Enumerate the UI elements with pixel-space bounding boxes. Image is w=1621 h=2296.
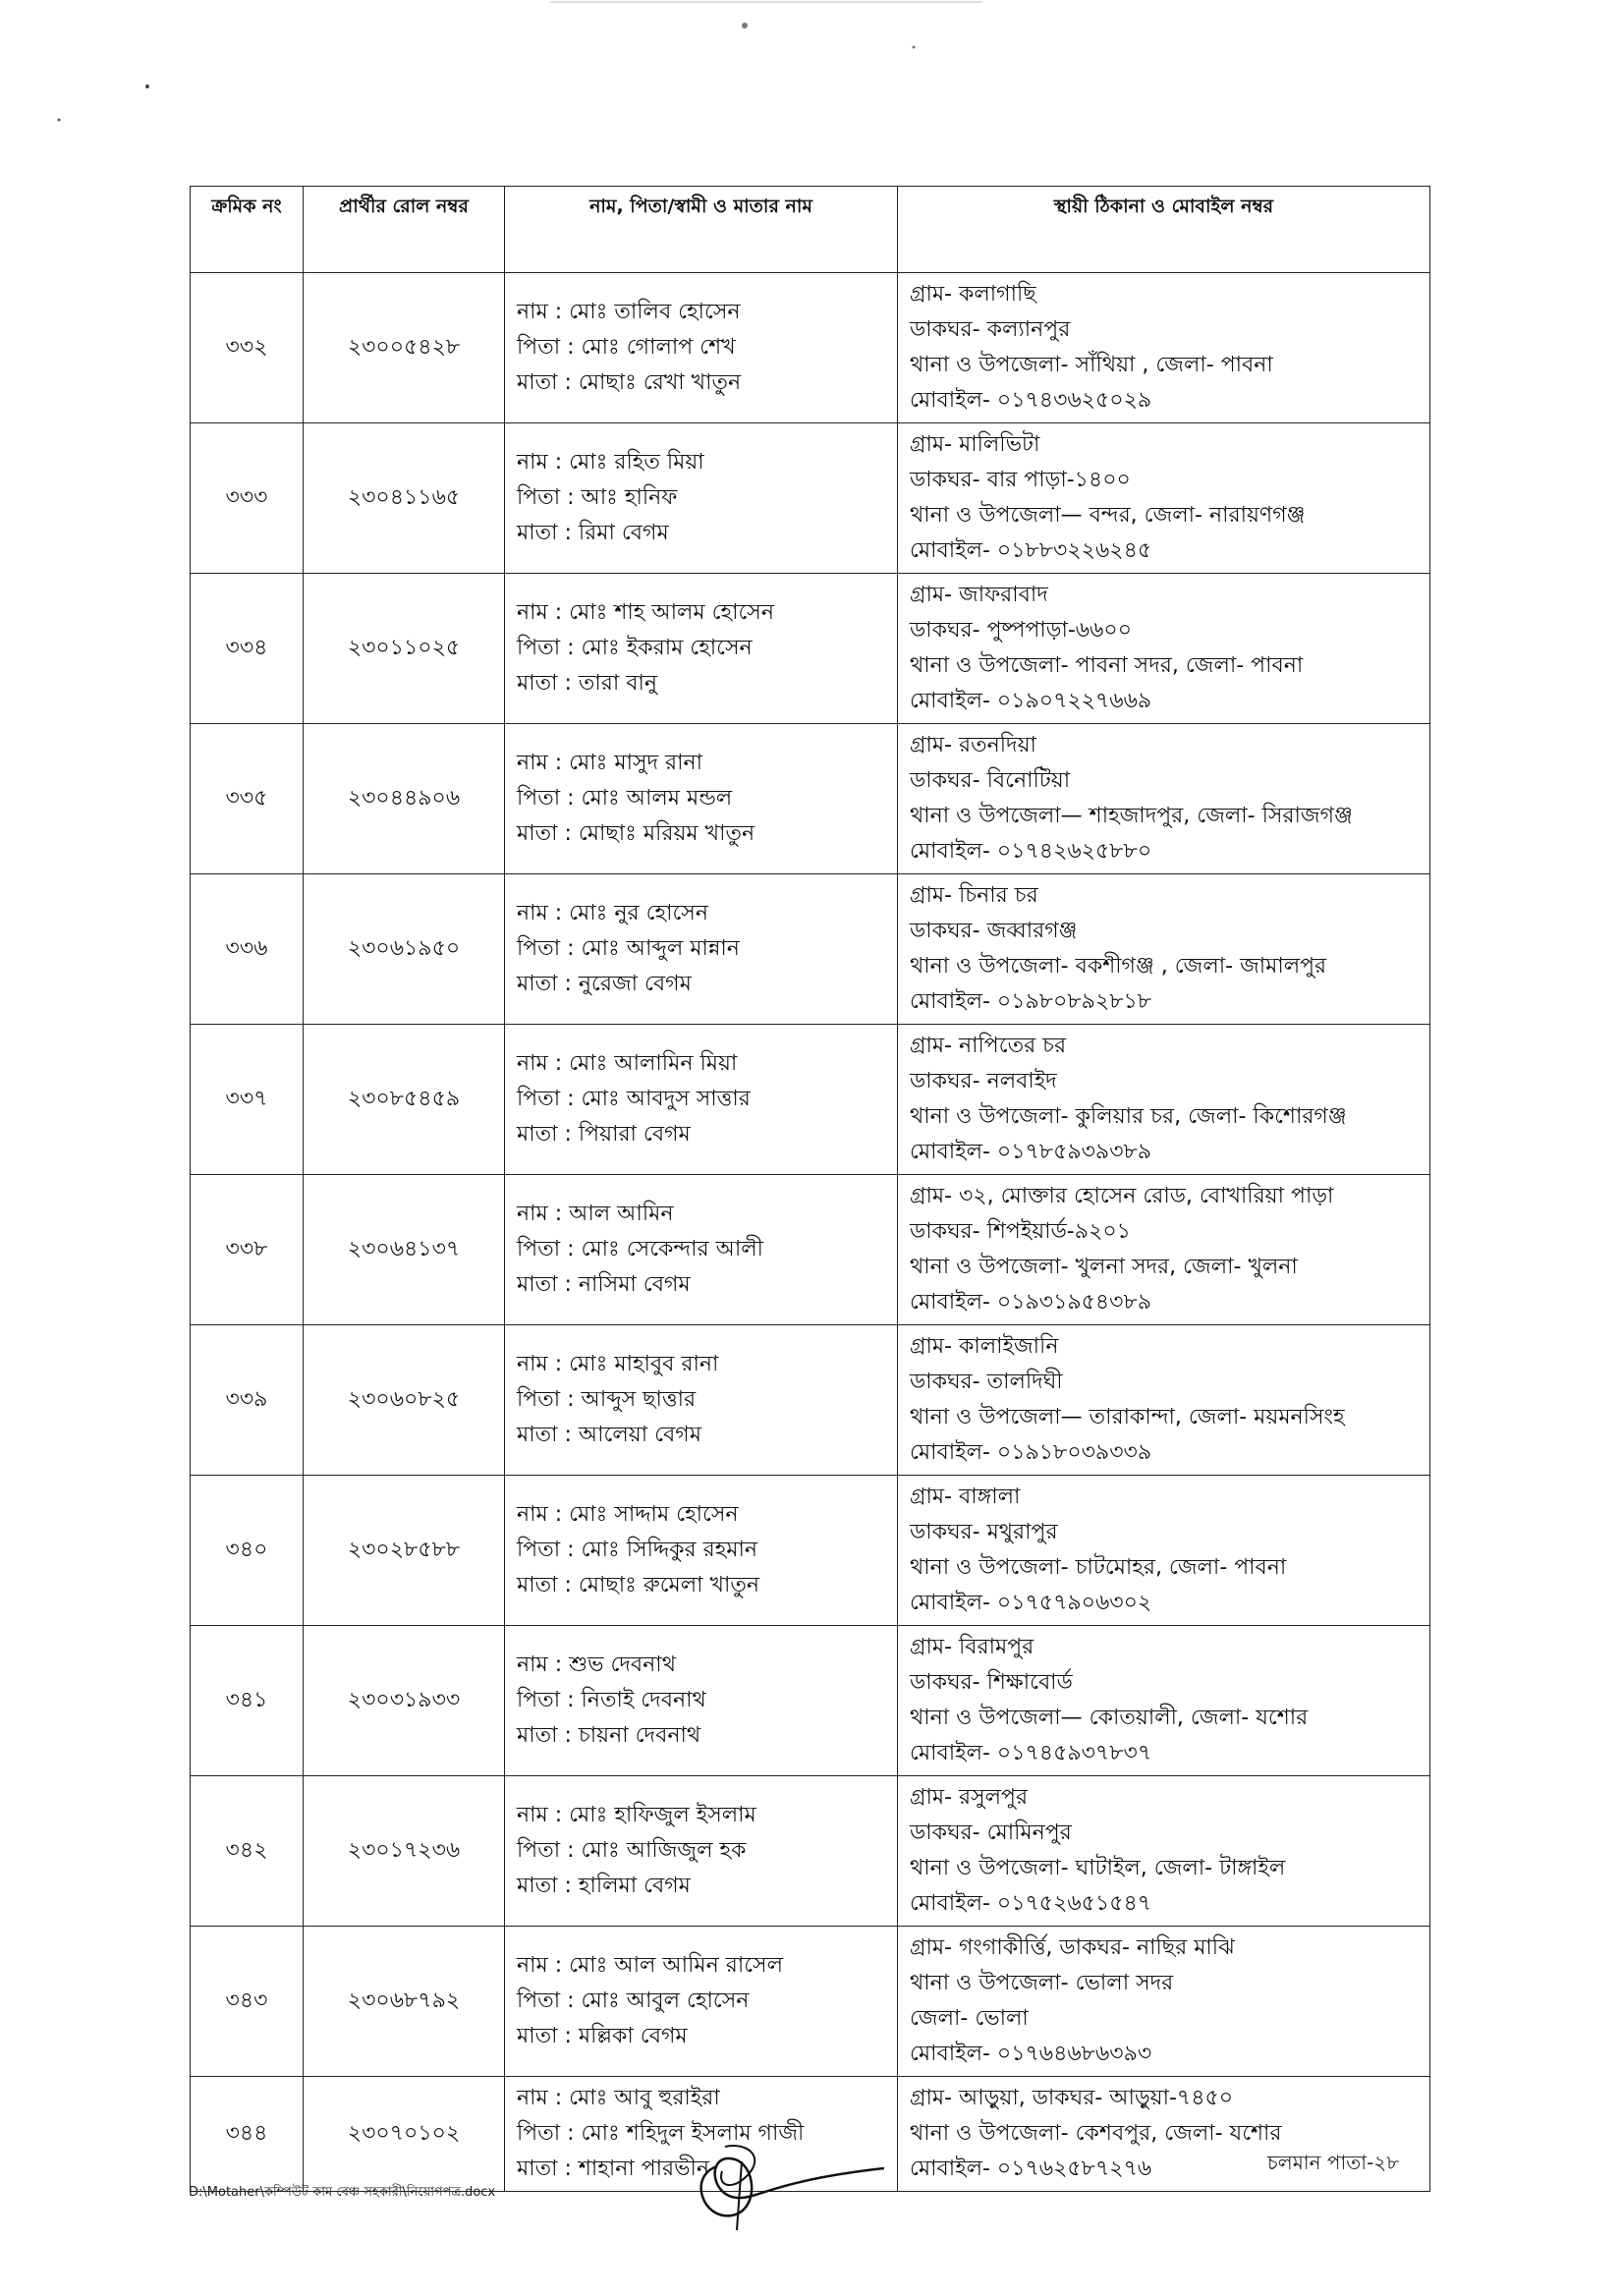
table-row	[191, 1626, 1430, 1776]
cell-name	[505, 1325, 898, 1476]
cell-name	[505, 1175, 898, 1325]
name-line: নাম : মোঃ আলামিন মিয়া	[517, 1051, 738, 1076]
name-line: পিতা : মোঃ আবদুস সাত্তার	[517, 1087, 751, 1111]
cell-address	[898, 1626, 1430, 1776]
address-line: থানা ও উপজেলা- কেশবপুর, জেলা- যশোর	[910, 2121, 1282, 2146]
address-line: গ্রাম- মালিভিটা	[910, 432, 1040, 457]
address-line: ডাকঘর- পুষ্পপাড়া-৬৬০০	[910, 618, 1133, 643]
cell-roll: ২৩০২৮৫৮৮	[304, 1476, 505, 1626]
table-row	[191, 574, 1430, 724]
cell-roll: ২৩০১১০২৫	[304, 574, 505, 724]
address-line: থানা ও উপজেলা- ঘাটাইল, জেলা- টাঙ্গাইল	[910, 1856, 1286, 1880]
address-line: ডাকঘর- বিনোটিয়া	[910, 768, 1071, 793]
cell-name	[505, 273, 898, 423]
address-line: থানা ও উপজেলা- সাঁথিয়া , জেলা- পাবনা	[910, 353, 1273, 377]
name-line: মাতা : চায়না দেবনাথ	[517, 1723, 701, 1748]
name-line: নাম : মোঃ আল আমিন রাসেল	[517, 1953, 783, 1978]
cell-name	[505, 1476, 898, 1626]
address-line: ডাকঘর- কল্যানপুর	[910, 317, 1071, 342]
name-line: নাম : শুভ দেবনাথ	[517, 1652, 676, 1677]
address-line: থানা ও উপজেলা- কুলিয়ার চর, জেলা- কিশোরগঞ্জ	[910, 1104, 1347, 1129]
header-serial: ক্রমিক নং	[191, 187, 304, 273]
address-line: থানা ও উপজেলা— বন্দর, জেলা- নারায়ণগঞ্জ	[910, 503, 1306, 528]
name-line: মাতা : হালিমা বেগম	[517, 1874, 691, 1898]
address-line: মোবাইল- ০১৯৩১৯৫৪৩৮৯	[910, 1290, 1152, 1315]
name-line: পিতা : মোঃ সিদ্দিকুর রহমান	[517, 1538, 758, 1562]
address-line: ডাকঘর- শিপইয়ার্ড-৯২০১	[910, 1219, 1131, 1244]
cell-address	[898, 423, 1430, 574]
cell-serial: ৩৩৫	[191, 724, 304, 874]
address-line: জেলা- ভোলা	[910, 2006, 1029, 2031]
cell-serial: ৩৩৬	[191, 874, 304, 1025]
cell-roll: ২৩০৩১৯৩৩	[304, 1626, 505, 1776]
address-line: থানা ও উপজেলা- চাটমোহর, জেলা- পাবনা	[910, 1555, 1287, 1580]
signature	[678, 2127, 884, 2235]
cell-address	[898, 1025, 1430, 1175]
address-line: ডাকঘর- তালদিঘী	[910, 1370, 1063, 1394]
table-body	[191, 273, 1430, 2192]
table-row	[191, 1776, 1430, 1927]
cell-address	[898, 1476, 1430, 1626]
table-row	[191, 423, 1430, 574]
name-line: নাম : মোঃ মাহাবুব রানা	[517, 1352, 719, 1376]
page-marker: চলমান পাতা-২৮	[1267, 2151, 1400, 2174]
table-row	[191, 1025, 1430, 1175]
cell-address	[898, 1175, 1430, 1325]
cell-roll: ২৩০৬৪১৩৭	[304, 1175, 505, 1325]
name-line: পিতা : আঃ হানিফ	[517, 485, 678, 510]
address-line: গ্রাম- রসুলপুর	[910, 1785, 1029, 1810]
header-address: স্থায়ী ঠিকানা ও মোবাইল নম্বর	[898, 187, 1430, 273]
table-row	[191, 273, 1430, 423]
address-line: থানা ও উপজেলা— তারাকান্দা, জেলা- ময়মনসিংহ	[910, 1405, 1345, 1429]
address-line: ডাকঘর- জব্বারগঞ্জ	[910, 919, 1078, 943]
cell-serial: ৩৪০	[191, 1476, 304, 1626]
address-line: মোবাইল- ০১৭৪২৬২৫৮৮০	[910, 839, 1152, 864]
cell-roll: ২৩০৬০৮২৫	[304, 1325, 505, 1476]
cell-serial: ৩৩৩	[191, 423, 304, 574]
cell-name	[505, 724, 898, 874]
cell-address	[898, 1776, 1430, 1927]
name-line: পিতা : মোঃ সেকেন্দার আলী	[517, 1237, 763, 1261]
address-line: গ্রাম- নাপিতের চর	[910, 1034, 1067, 1058]
name-line: নাম : মোঃ সাদ্দাম হোসেন	[517, 1502, 739, 1527]
cell-name	[505, 423, 898, 574]
address-line: মোবাইল- ০১৭৬৪৬৮৬৩৯৩	[910, 2042, 1152, 2066]
address-line: গ্রাম- আড়ুয়া, ডাকঘর- আড়ুয়া-৭৪৫০	[910, 2086, 1234, 2110]
address-line: মোবাইল- ০১৭৫২৬৫১৫৪৭	[910, 1891, 1152, 1916]
name-line: মাতা : রিমা বেগম	[517, 521, 669, 545]
address-line: গ্রাম- কলাগাছি	[910, 282, 1036, 307]
name-line: পিতা : মোঃ আলম মন্ডল	[517, 786, 733, 811]
name-line: নাম : মোঃ আবু হুরাইরা	[517, 2086, 720, 2110]
address-line: গ্রাম- রতনদিয়া	[910, 733, 1036, 757]
cell-serial: ৩৪৪	[191, 2077, 304, 2192]
name-line: পিতা : নিতাই দেবনাথ	[517, 1688, 706, 1712]
cell-roll: ২৩০১৭২৩৬	[304, 1776, 505, 1927]
cell-serial: ৩৪৩	[191, 1927, 304, 2077]
name-line: নাম : আল আমিন	[517, 1202, 674, 1226]
name-line: পিতা : মোঃ শহিদুল ইসলাম গাজী	[517, 2121, 805, 2146]
name-line: মাতা : শাহানা পারভীন	[517, 2156, 709, 2181]
address-line: মোবাইল- ০১৯১৮০৩৯৩৩৯	[910, 1440, 1152, 1465]
address-line: থানা ও উপজেলা— কোতয়ালী, জেলা- যশোর	[910, 1706, 1309, 1730]
cell-serial: ৩৪২	[191, 1776, 304, 1927]
cell-roll: ২৩০৬১৯৫০	[304, 874, 505, 1025]
cell-serial: ৩৩৯	[191, 1325, 304, 1476]
cell-address	[898, 1927, 1430, 2077]
cell-address	[898, 1325, 1430, 1476]
name-line: নাম : মোঃ শাহ আলম হোসেন	[517, 600, 774, 625]
cell-name	[505, 574, 898, 724]
name-line: মাতা : তারা বানু	[517, 671, 657, 696]
file-path: D:\Motaher\কম্পিউট কাম বেঞ্চ সহকারী\নিয়োগপত্র.docx	[189, 2185, 496, 2200]
cell-roll: ২৩০৮৫৪৫৯	[304, 1025, 505, 1175]
name-line: পিতা : মোঃ আব্দুল মান্নান	[517, 936, 740, 961]
address-line: থানা ও উপজেলা- খুলনা সদর, জেলা- খুলনা	[910, 1255, 1298, 1279]
name-line: মাতা : মোছাঃ রেখা খাতুন	[517, 370, 742, 395]
name-line: মাতা : নাসিমা বেগম	[517, 1272, 691, 1297]
cell-name	[505, 1927, 898, 2077]
name-line: মাতা : মোছাঃ মরিয়ম খাতুন	[517, 821, 755, 846]
name-line: মাতা : মল্লিকা বেগম	[517, 2024, 688, 2048]
table-row	[191, 1476, 1430, 1626]
cell-address	[898, 874, 1430, 1025]
cell-name	[505, 1626, 898, 1776]
name-line: পিতা : আব্দুস ছাত্তার	[517, 1387, 697, 1412]
name-line: নাম : মোঃ হাফিজুল ইসলাম	[517, 1803, 756, 1827]
name-line: পিতা : মোঃ আবুল হোসেন	[517, 1988, 750, 2013]
address-line: ডাকঘর- বার পাড়া-১৪০০	[910, 468, 1131, 492]
address-line: গ্রাম- ৩২, মোক্তার হোসেন রোড, বোখারিয়া পাড়া	[910, 1184, 1334, 1208]
name-line: নাম : মোঃ মাসুদ রানা	[517, 751, 703, 775]
address-line: ডাকঘর- নলবাইদ	[910, 1069, 1057, 1093]
address-line: থানা ও উপজেলা- ভোলা সদর	[910, 1971, 1174, 1995]
cell-name	[505, 1776, 898, 1927]
address-line: মোবাইল- ০১৭৪৩৬২৫০২৯	[910, 388, 1152, 413]
table-row	[191, 1325, 1430, 1476]
name-line: মাতা : মোছাঃ রুমেলা খাতুন	[517, 1573, 760, 1597]
cell-serial: ৩৩৮	[191, 1175, 304, 1325]
name-line: নাম : মোঃ নুর হোসেন	[517, 901, 708, 925]
name-line: নাম : মোঃ তালিব হোসেন	[517, 300, 741, 324]
address-line: মোবাইল- ০১৭৪৫৯৩৭৮৩৭	[910, 1741, 1152, 1765]
table-row	[191, 874, 1430, 1025]
address-line: মোবাইল- ০১৭৮৫৯৩৯৩৮৯	[910, 1140, 1152, 1164]
address-line: মোবাইল- ০১৭৫৭৯০৬৩০২	[910, 1591, 1152, 1615]
cell-address	[898, 574, 1430, 724]
cell-name	[505, 1025, 898, 1175]
cell-roll: ২৩০৭০১০২	[304, 2077, 505, 2192]
cell-roll: ২৩০৪১১৬৫	[304, 423, 505, 574]
cell-serial: ৩৪১	[191, 1626, 304, 1776]
cell-serial: ৩৩৭	[191, 1025, 304, 1175]
cell-roll: ২৩০০৫৪২৮	[304, 273, 505, 423]
name-line: পিতা : মোঃ আজিজুল হক	[517, 1838, 747, 1863]
cell-roll: ২৩০৬৮৭৯২	[304, 1927, 505, 2077]
name-line: নাম : মোঃ রহিত মিয়া	[517, 450, 704, 475]
table-header-row	[191, 187, 1430, 273]
address-line: গ্রাম- কালাইজানি	[910, 1334, 1059, 1359]
header-roll: প্রার্থীর রোল নম্বর	[304, 187, 505, 273]
address-line: থানা ও উপজেলা- পাবনা সদর, জেলা- পাবনা	[910, 653, 1304, 678]
header-name: নাম, পিতা/স্বামী ও মাতার নাম	[505, 187, 898, 273]
table-row	[191, 1175, 1430, 1325]
address-line: থানা ও উপজেলা— শাহজাদপুর, জেলা- সিরাজগঞ্জ	[910, 804, 1353, 828]
address-line: ডাকঘর- মথুরাপুর	[910, 1520, 1058, 1544]
address-line: মোবাইল- ০১৮৮৩২২৬২৪৫	[910, 538, 1152, 563]
name-line: মাতা : নুরেজা বেগম	[517, 972, 692, 996]
scan-marks	[0, 0, 1621, 196]
address-line: গ্রাম- জাফরাবাদ	[910, 583, 1048, 607]
cell-serial: ৩৩২	[191, 273, 304, 423]
address-line: মোবাইল- ০১৯৮০৮৯২৮১৮	[910, 989, 1152, 1014]
address-line: গ্রাম- বাঙ্গালা	[910, 1484, 1021, 1509]
name-line: মাতা : পিয়ারা বেগম	[517, 1122, 691, 1147]
cell-name	[505, 874, 898, 1025]
cell-address	[898, 724, 1430, 874]
address-line: মোবাইল- ০১৭৬২৫৮৭২৭৬	[910, 2156, 1152, 2181]
table-row	[191, 1927, 1430, 2077]
address-line: ডাকঘর- শিক্ষাবোর্ড	[910, 1670, 1073, 1695]
name-line: মাতা : আলেয়া বেগম	[517, 1423, 701, 1447]
address-line: গ্রাম- গংগাকীর্ত্তি, ডাকঘর- নাছির মাঝি	[910, 1935, 1235, 1960]
address-line: থানা ও উপজেলা- বকশীগঞ্জ , জেলা- জামালপুর	[910, 954, 1327, 979]
address-line: ডাকঘর- মোমিনপুর	[910, 1820, 1072, 1845]
candidate-table	[190, 186, 1430, 2192]
name-line: পিতা : মোঃ ইকরাম হোসেন	[517, 636, 753, 660]
cell-roll: ২৩০৪৪৯০৬	[304, 724, 505, 874]
address-line: গ্রাম- বিরামপুর	[910, 1635, 1034, 1659]
table-row	[191, 724, 1430, 874]
address-line: মোবাইল- ০১৯০৭২২৭৬৬৯	[910, 689, 1152, 713]
cell-address	[898, 273, 1430, 423]
cell-serial: ৩৩৪	[191, 574, 304, 724]
name-line: পিতা : মোঃ গোলাপ শেখ	[517, 335, 736, 360]
address-line: গ্রাম- চিনার চর	[910, 883, 1038, 908]
